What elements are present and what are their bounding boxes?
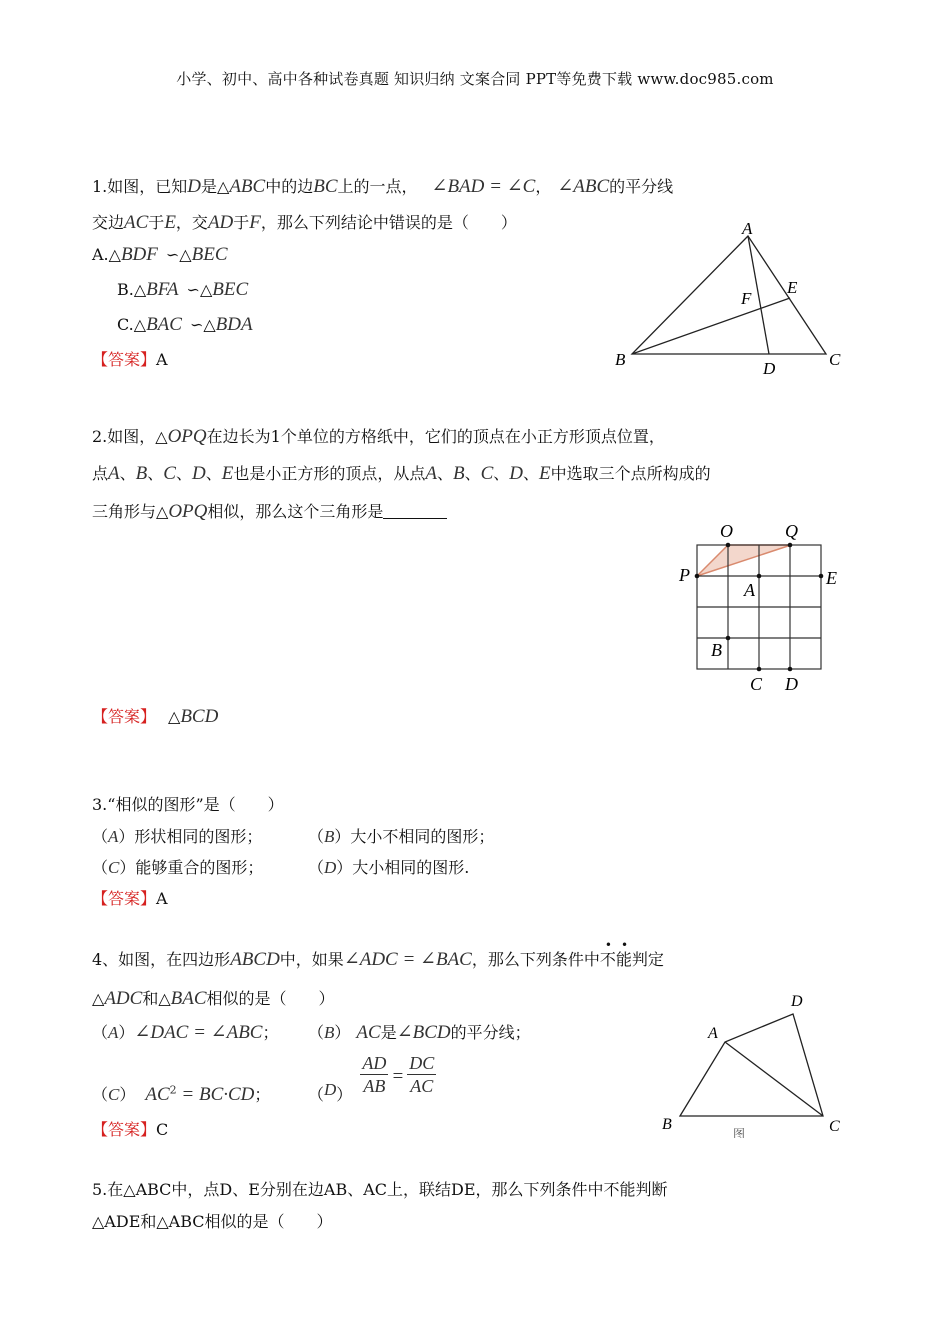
page-header: 小学、初中、高中各种试卷真题 知识归纳 文案合同 PPT等免费下载 www.doc985.com <box>176 70 774 88</box>
fraction-ad-ab: $\frac{AD}{AB}$ <box>362 1053 387 1096</box>
q1-stem-line2 <box>92 210 517 234</box>
q1-text: 中的边 <box>265 177 314 196</box>
q1-math: AC <box>124 212 149 233</box>
point-c <box>757 667 762 672</box>
q4-label-b: B <box>662 1116 672 1133</box>
answer-tag: 【答案】 <box>92 350 157 369</box>
q1-label-c: C <box>829 350 841 369</box>
q1-label-e: E <box>787 278 798 297</box>
q1-text: 的平分线 <box>609 177 674 196</box>
diagonal-ac <box>725 1042 823 1116</box>
answer-tag: 【答案】 <box>92 1120 157 1139</box>
q4-option-d: （D） $\frac{AD}{AB}$ = $\frac{DC}{AC}$ <box>308 1053 435 1104</box>
triangle-opq <box>697 545 791 576</box>
q1-text: 上的一点， <box>337 177 418 196</box>
q4-option-b: （B） AC是∠BCD的平分线； <box>308 1022 531 1043</box>
q1-answer <box>92 347 168 370</box>
q3-option-a: （A）形状相同的图形； <box>92 827 263 846</box>
q4-stem-line1: 4、如图，在四边形ABCD中，如果∠ADC = ∠BAC，那么下列条件中不能 •• 判定 <box>92 938 664 970</box>
q4-option-a: （A）∠DAC = ∠ABC； <box>92 1022 279 1043</box>
q1-stem-line1 <box>92 174 673 198</box>
q1-label-f: F <box>741 289 752 308</box>
q2-answer-value: BCD <box>180 706 219 727</box>
q1-text: 于 <box>148 213 165 232</box>
q1-math: E <box>164 212 176 233</box>
q1-math: AD <box>207 212 234 233</box>
q4-label-d: D <box>791 993 803 1010</box>
q1-label-a: A <box>742 219 753 238</box>
q2-label-o: O <box>720 521 733 541</box>
q1-math: F <box>249 212 261 233</box>
q2-label-d: D <box>785 674 798 694</box>
q1-text: ，那么下列结论中错误的是（ ） <box>260 213 517 232</box>
q1-option-c: C.△BAC ∽△BDA <box>117 314 253 335</box>
point-b <box>726 636 731 641</box>
q1-math: BC <box>313 176 338 197</box>
point-p <box>695 574 700 579</box>
answer-tag: 【答案】 <box>92 889 157 908</box>
point-q <box>788 543 793 548</box>
segment-be <box>632 298 790 354</box>
q1-label-d: D <box>763 359 776 378</box>
q2-label-a: A <box>744 580 755 600</box>
q5-stem-line1: 5.在△ABC中，点D、E分别在边AB、AC上，联结DE，那么下列条件中不能判断 <box>92 1180 668 1199</box>
point-a <box>757 574 762 579</box>
q2-label-c: C <box>750 674 763 694</box>
q4-label-a: A <box>708 1025 718 1042</box>
q1-text: 1.如图，已知 <box>92 177 188 196</box>
answer-blank[interactable] <box>383 504 447 519</box>
q2-grid-figure <box>676 520 846 696</box>
q2-label-p: P <box>679 565 690 585</box>
q1-text: ，交 <box>175 213 208 232</box>
q1-option-a: A.△BDF ∽△BEC <box>92 244 228 265</box>
point-e <box>819 574 824 579</box>
point-o <box>726 543 731 548</box>
point-d <box>788 667 793 672</box>
q1-math: ∠ABC <box>557 176 610 197</box>
q3-answer-value: A <box>156 889 168 908</box>
emphasis-not-able: 不能 •• <box>599 938 638 969</box>
q1-answer-value: A <box>156 350 168 369</box>
q1-math: D <box>187 176 202 197</box>
q3-option-c: （C）能够重合的图形； <box>92 858 264 877</box>
q1-text: 是△ <box>201 177 230 196</box>
q1-option-b: B.△BFA ∽△BEC <box>117 279 249 300</box>
q4-quadrilateral-figure <box>655 990 855 1138</box>
quadrilateral-abcd <box>680 1014 823 1116</box>
q1-triangle-figure <box>608 218 848 384</box>
q4-option-c: （C） $AC^2 = BC\cdot CD$； <box>92 1083 271 1105</box>
q2-label-e: E <box>826 568 837 588</box>
q2-label-q: Q <box>785 521 798 541</box>
q3-option-b: （B）大小不相同的图形； <box>308 827 495 846</box>
q2-label-b: B <box>711 640 722 660</box>
q4-figure-caption: 图 <box>733 1127 746 1138</box>
q3-option-d: （D）大小相同的图形. <box>308 858 470 877</box>
q2-stem-line2: 点A、B、C、D、E也是小正方形的顶点，从点A、B、C、D、E中选取三个点所构成的 <box>92 463 711 484</box>
q4-answer <box>92 1117 168 1140</box>
answer-tag: 【答案】 <box>92 707 157 726</box>
q2-answer: 【答案】 △BCD <box>92 706 219 727</box>
q2-stem-line1: 2.如图，△OPQ在边长为1个单位的方格纸中，它们的顶点在小正方形顶点位置， <box>92 426 665 447</box>
q4-label-c: C <box>829 1118 840 1135</box>
q3-answer <box>92 886 168 909</box>
fraction-dc-ac: $\frac{DC}{AC}$ <box>409 1053 435 1096</box>
q3-stem: 3.“相似的图形”是（ ） <box>92 795 284 814</box>
q4-stem-line2: △ADC和△BAC相似的是（ ） <box>92 988 335 1009</box>
q1-label-b: B <box>615 350 626 369</box>
q1-text: 于 <box>233 213 250 232</box>
q1-text: 交边 <box>92 213 125 232</box>
q4-answer-value: C <box>156 1120 169 1139</box>
q1-text: ， <box>535 177 552 196</box>
q2-stem-line3: 三角形与△OPQ相似，那么这个三角形是 <box>92 499 447 523</box>
q5-stem-line2: △ADE和△ABC相似的是（ ） <box>92 1212 333 1231</box>
q1-math: ∠BAD = ∠C <box>431 176 536 197</box>
q1-math: ABC <box>229 176 266 197</box>
